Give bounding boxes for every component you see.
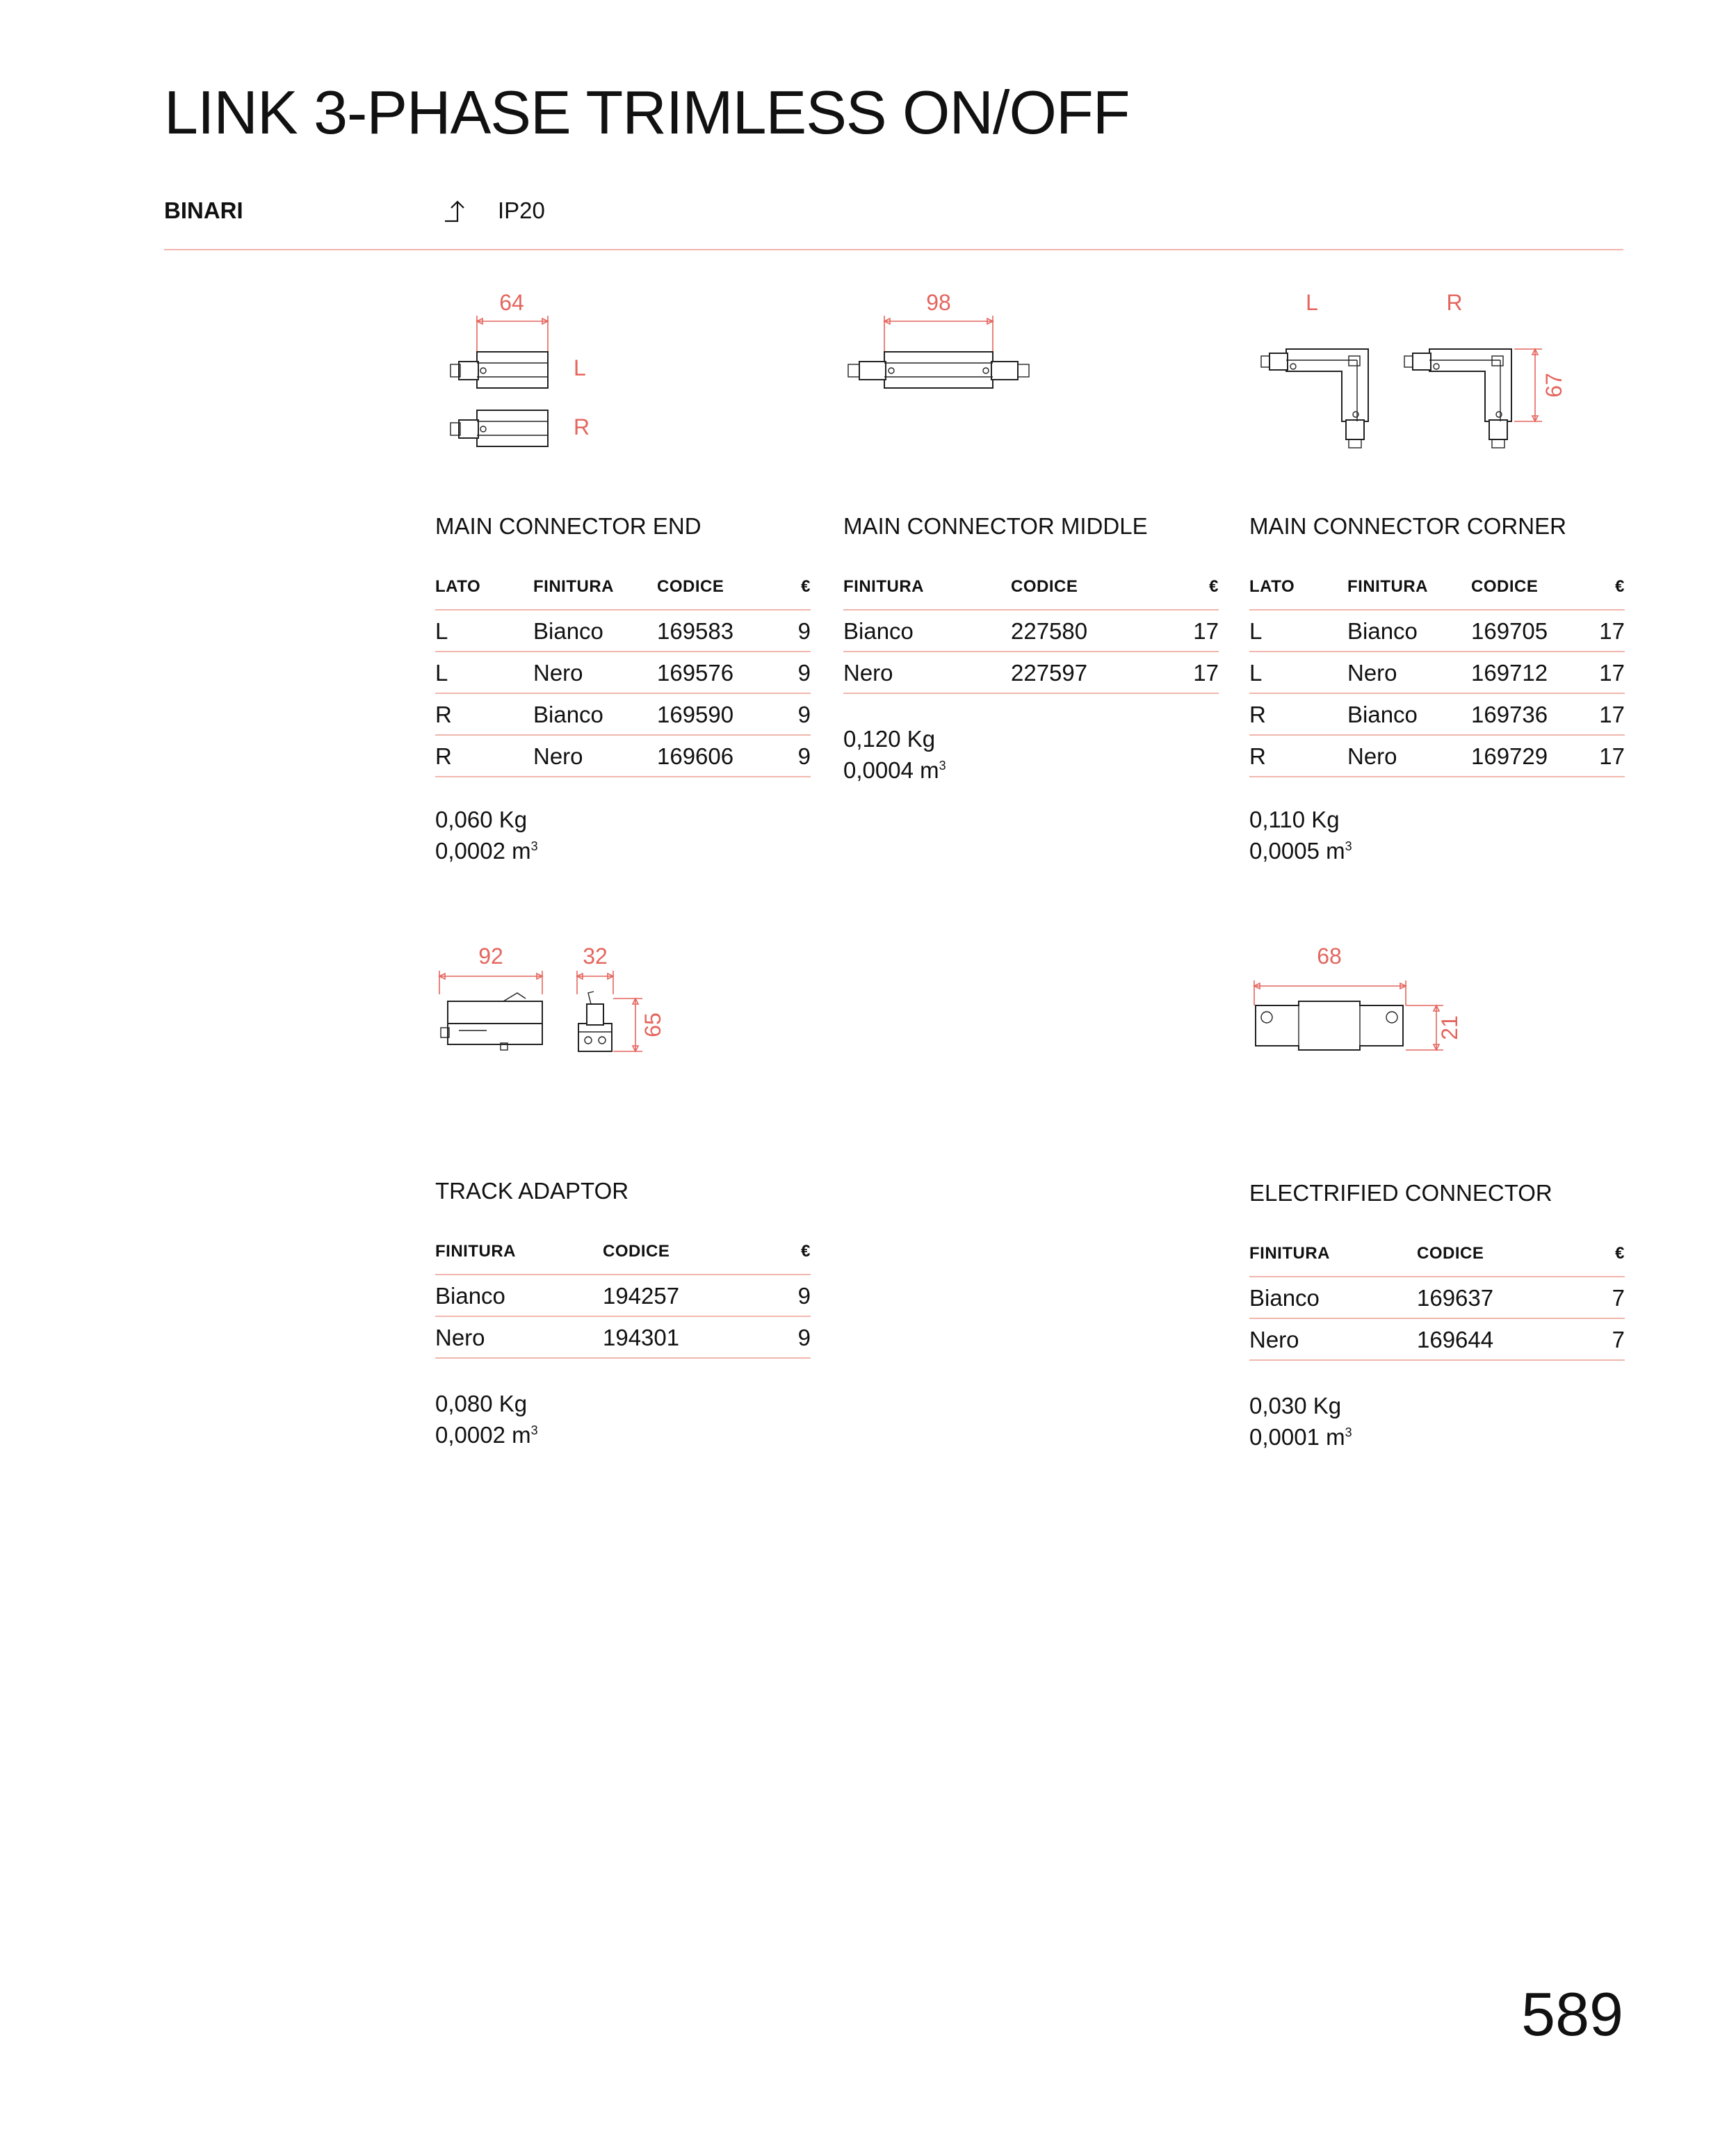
electrified-connector-table [1249, 1244, 1625, 1361]
product-title: TRACK ADAPTOR [435, 1178, 629, 1204]
main-connector-end-table [435, 577, 811, 777]
weight-info [843, 726, 946, 784]
col-codice: CODICE [1011, 577, 1177, 610]
table-row: R Bianco 169736 17 [1249, 693, 1625, 735]
volume-value: 0,0005 $m^3$ [1249, 838, 1352, 864]
col-lato: LATO [1249, 577, 1347, 610]
header-divider [164, 249, 1623, 250]
track-adaptor-table [435, 1242, 811, 1359]
electrified-connector-drawing [1244, 939, 1481, 1071]
dim-side-r-label: R [1446, 290, 1463, 315]
table-row: L Bianco 169583 9 [435, 610, 811, 652]
table-row: Bianco 194257 9 [435, 1275, 811, 1316]
product-title: MAIN CONNECTOR MIDDLE [843, 513, 1148, 539]
dim-side-l-label: L [574, 355, 586, 380]
col-price: € [1596, 577, 1625, 610]
table-row: Bianco 227580 17 [843, 610, 1219, 652]
dim-height-label: 67 [1541, 373, 1566, 398]
col-finitura: FINITURA [1249, 1244, 1417, 1277]
main-connector-middle-table [843, 577, 1219, 694]
col-finitura: FINITURA [1347, 577, 1471, 610]
product-title: MAIN CONNECTOR CORNER [1249, 513, 1566, 539]
main-connector-corner-drawing [1244, 285, 1578, 487]
volume-value: 0,0001 $m^3$ [1249, 1424, 1352, 1450]
col-finitura: FINITURA [843, 577, 1011, 610]
main-connector-corner-table [1249, 577, 1625, 777]
table-row: L Bianco 169705 17 [1249, 610, 1625, 652]
weight-value: 0,120 Kg [843, 726, 936, 752]
main-connector-end-drawing [431, 285, 612, 459]
table-row: Nero 194301 9 [435, 1316, 811, 1358]
col-finitura: FINITURA [435, 1242, 603, 1275]
col-price: € [769, 1242, 811, 1275]
main-connector-middle-drawing [834, 285, 1057, 396]
dim-width-label: 92 [478, 944, 503, 969]
table-row: R Nero 169606 9 [435, 735, 811, 777]
weight-info [1249, 807, 1352, 864]
dim-height-label: 21 [1437, 1015, 1462, 1040]
dim-side-r-label: R [574, 414, 590, 439]
col-finitura: FINITURA [533, 577, 657, 610]
table-row: L Nero 169576 9 [435, 652, 811, 693]
volume-value: 0,0002 $m^3$ [435, 838, 538, 864]
col-codice: CODICE [1471, 577, 1596, 610]
table-row: R Bianco 169590 9 [435, 693, 811, 735]
table-row: Nero 169644 7 [1249, 1318, 1625, 1360]
dim-width-label: 68 [1317, 944, 1342, 969]
arrow-up-corner-icon [444, 199, 474, 223]
page-number: 589 [1521, 1980, 1623, 2048]
col-price: € [782, 577, 811, 610]
table-row: Nero 227597 17 [843, 652, 1219, 693]
weight-info [435, 807, 538, 864]
table-row: L Nero 169712 17 [1249, 652, 1625, 693]
track-adaptor-drawing [431, 939, 681, 1078]
product-title: ELECTRIFIED CONNECTOR [1249, 1180, 1552, 1206]
table-row: Bianco 169637 7 [1249, 1277, 1625, 1318]
table-header-row [435, 1242, 811, 1275]
dim-depth-label: 32 [583, 944, 608, 969]
col-lato: LATO [435, 577, 533, 610]
weight-info [1249, 1393, 1352, 1450]
dim-side-l-label: L [1306, 290, 1318, 315]
ip-rating [444, 197, 545, 224]
product-title: MAIN CONNECTOR END [435, 513, 701, 539]
table-header-row [435, 577, 811, 610]
weight-value: 0,030 Kg [1249, 1393, 1342, 1418]
col-price: € [1177, 577, 1219, 610]
table-header-row [1249, 1244, 1625, 1277]
volume-value: 0,0002 $m^3$ [435, 1422, 538, 1448]
dim-width-label: 64 [499, 290, 524, 315]
category-label: BINARI [164, 197, 243, 223]
table-header-row [843, 577, 1219, 610]
page-title: LINK 3-PHASE TRIMLESS ON/OFF [164, 78, 1130, 147]
ip-rating-value: IP20 [498, 197, 545, 223]
table-header-row [1249, 577, 1625, 610]
weight-value: 0,110 Kg [1249, 807, 1340, 832]
weight-value: 0,080 Kg [435, 1391, 528, 1416]
table-row: R Nero 169729 17 [1249, 735, 1625, 777]
col-price: € [1583, 1244, 1625, 1277]
col-codice: CODICE [657, 577, 782, 610]
col-codice: CODICE [603, 1242, 769, 1275]
weight-value: 0,060 Kg [435, 807, 528, 832]
weight-info [435, 1391, 538, 1448]
volume-value: 0,0004 $m^3$ [843, 757, 946, 783]
dim-width-label: 98 [926, 290, 951, 315]
col-codice: CODICE [1417, 1244, 1583, 1277]
dim-height-label: 65 [640, 1012, 665, 1037]
